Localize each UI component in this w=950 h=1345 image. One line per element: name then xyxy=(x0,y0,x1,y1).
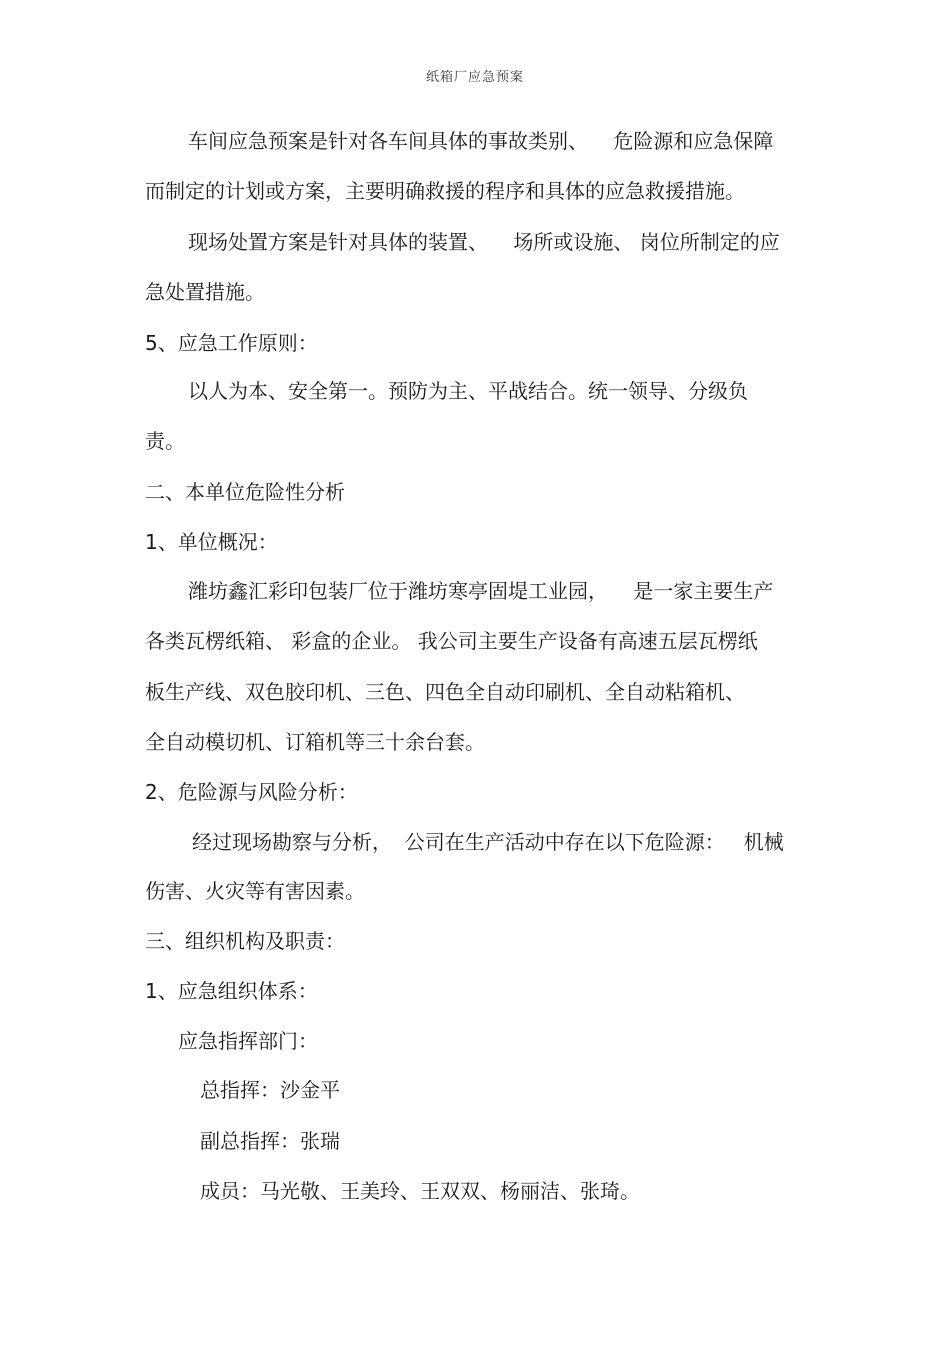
section-heading-hazard-analysis: 二、本单位危险性分析 xyxy=(145,480,345,504)
paragraph-line-1: 车间应急预案是针对各车间具体的事故类别、 危险源和应急保障 xyxy=(188,129,774,153)
paragraph-line-2: 而制定的计划或方案，主要明确救援的程序和具体的应急救援措施。 xyxy=(145,179,745,203)
paragraph-line-9: 板生产线、双色胶印机、三色、四色全自动印刷机、全自动粘箱机、 xyxy=(145,680,745,704)
paragraph-line-3: 现场处置方案是针对具体的装置、 场所或设施、 岗位所制定的应 xyxy=(188,230,780,254)
paragraph-line-7: 潍坊鑫汇彩印包装厂位于潍坊寒亭固堤工业园， 是一家主要生产 xyxy=(188,579,774,603)
paragraph-line-12: 伤害、火灾等有害因素。 xyxy=(145,879,365,903)
section-heading-emergency-system: 1、应急组织体系： xyxy=(145,979,318,1003)
page-header-title: 纸箱厂应急预案 xyxy=(425,70,524,85)
members-list: 成员：马光敬、王美玲、王双双、杨丽洁、张琦。 xyxy=(200,1179,640,1203)
deputy-commander: 副总指挥：张瑞 xyxy=(200,1129,340,1153)
section-heading-company-overview: 1、单位概况： xyxy=(145,530,278,554)
commander-in-chief: 总指挥：沙金平 xyxy=(200,1078,340,1102)
paragraph-line-8: 各类瓦楞纸箱、 彩盒的企业。 我公司主要生产设备有高速五层瓦楞纸 xyxy=(145,629,758,653)
paragraph-line-10: 全自动模切机、订箱机等三十余台套。 xyxy=(145,730,485,754)
command-department-label: 应急指挥部门： xyxy=(178,1029,318,1053)
paragraph-line-11: 经过现场勘察与分析， 公司在生产活动中存在以下危险源： 机械 xyxy=(192,830,784,854)
section-heading-risk-analysis: 2、危险源与风险分析： xyxy=(145,780,358,804)
paragraph-line-5: 以人为本、安全第一。预防为主、平战结合。统一领导、分级负 xyxy=(188,379,748,403)
section-heading-work-principles: 5、应急工作原则： xyxy=(145,331,318,355)
section-heading-organization: 三、组织机构及职责： xyxy=(145,929,345,953)
paragraph-line-6: 责。 xyxy=(145,429,185,453)
paragraph-line-4: 急处置措施。 xyxy=(145,280,265,304)
